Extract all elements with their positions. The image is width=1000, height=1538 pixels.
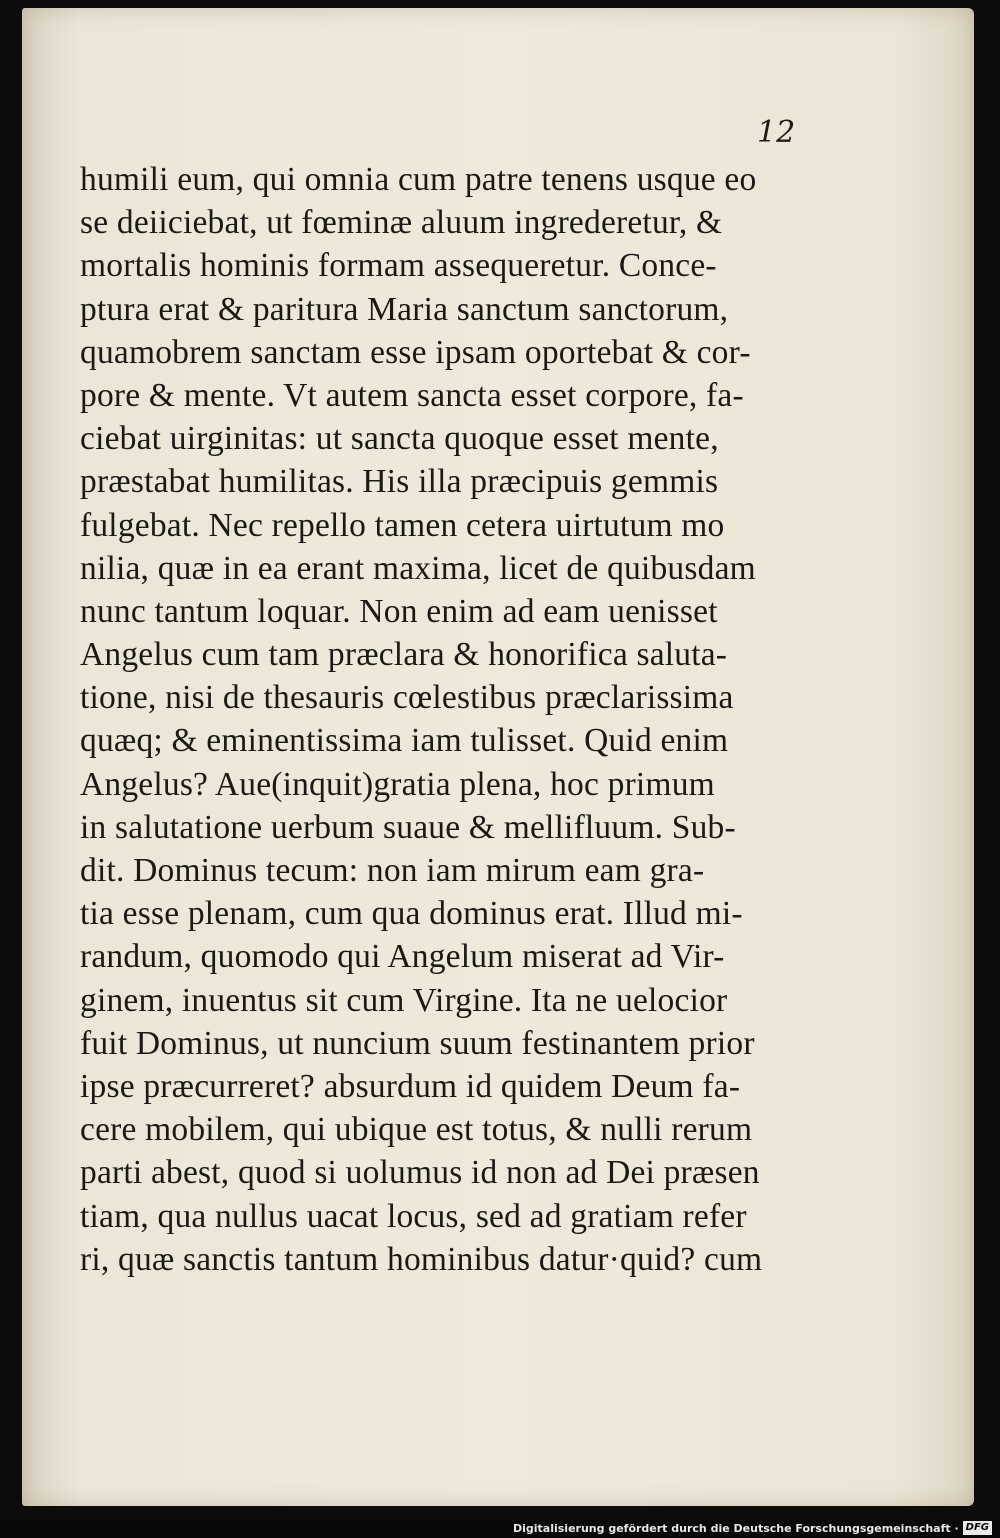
text-line: parti abest, quod si uolumus id non ad Dei præsen [80,1154,760,1192]
text-line: humili eum, qui omnia cum patre tenens usque eo [80,161,757,198]
text-line: quamobrem sanctam esse ipsam oportebat & cor- [80,333,751,371]
text-line: tione, nisi de thesauris cœlestibus præclarissima [80,679,734,717]
page-text [80,158,850,1281]
text-line: pore & mente. Vt autem sancta esset corpore, fa- [80,376,744,414]
text-line: Angelus cum tam præclara & honorifica saluta- [80,636,728,674]
text-line: præstabat humilitas. His illa præcipuis gemmis [80,463,719,501]
text-line: ipse præcurreret? absurdum id quidem Deum fa- [80,1067,741,1105]
text-line: ptura erat & paritura Maria sanctum sanctorum, [80,290,729,328]
dfg-logo: DFG [963,1521,992,1535]
text-line: mortalis hominis formam assequeretur. Conce- [80,247,717,285]
text-line: tia esse plenam, cum qua dominus erat. Illud mi- [80,895,743,933]
text-line: in salutatione uerbum suaue & mellifluum. Sub- [80,808,736,846]
book-page [22,8,974,1506]
text-line: cere mobilem, qui ubique est totus, & nulli rerum [80,1111,753,1149]
text-line: Angelus? Aue(inquit)gratia plena, hoc primum [80,765,715,803]
text-line: ginem, inuentus sit cum Virgine. Ita ne uelocior [80,981,728,1019]
text-line: randum, quomodo qui Angelum miserat ad Vir- [80,938,725,976]
text-line: nilia, quæ in ea erant maxima, licet de quibusdam [80,549,756,587]
text-line: dit. Dominus tecum: non iam mirum eam gra- [80,852,705,889]
text-line: quæq; & eminentissima iam tulisset. Quid enim [80,722,729,760]
text-line: se deiiciebat, ut fœminæ aluum ingrederetur, & [80,204,723,242]
text-line: nunc tantum loquar. Non enim ad eam uenisset [80,592,718,630]
credit-text: Digitalisierung gefördert durch die Deutsche Forschungsgemeinschaft · [512,1521,959,1535]
text-line: tiam, qua nullus uacat locus, sed ad gratiam refer [80,1197,747,1235]
page-number: 12 [757,115,796,150]
text-line: ciebat uirginitas: ut sancta quoque esset mente, [80,420,719,458]
text-line: fuit Dominus, ut nuncium suum festinantem prior [80,1024,755,1062]
digitization-credit [513,1520,992,1536]
text-line: fulgebat. Nec repello tamen cetera uirtutum mo [80,506,725,544]
text-line: ri, quæ sanctis tantum hominibus datur·quid? cum [80,1240,763,1278]
